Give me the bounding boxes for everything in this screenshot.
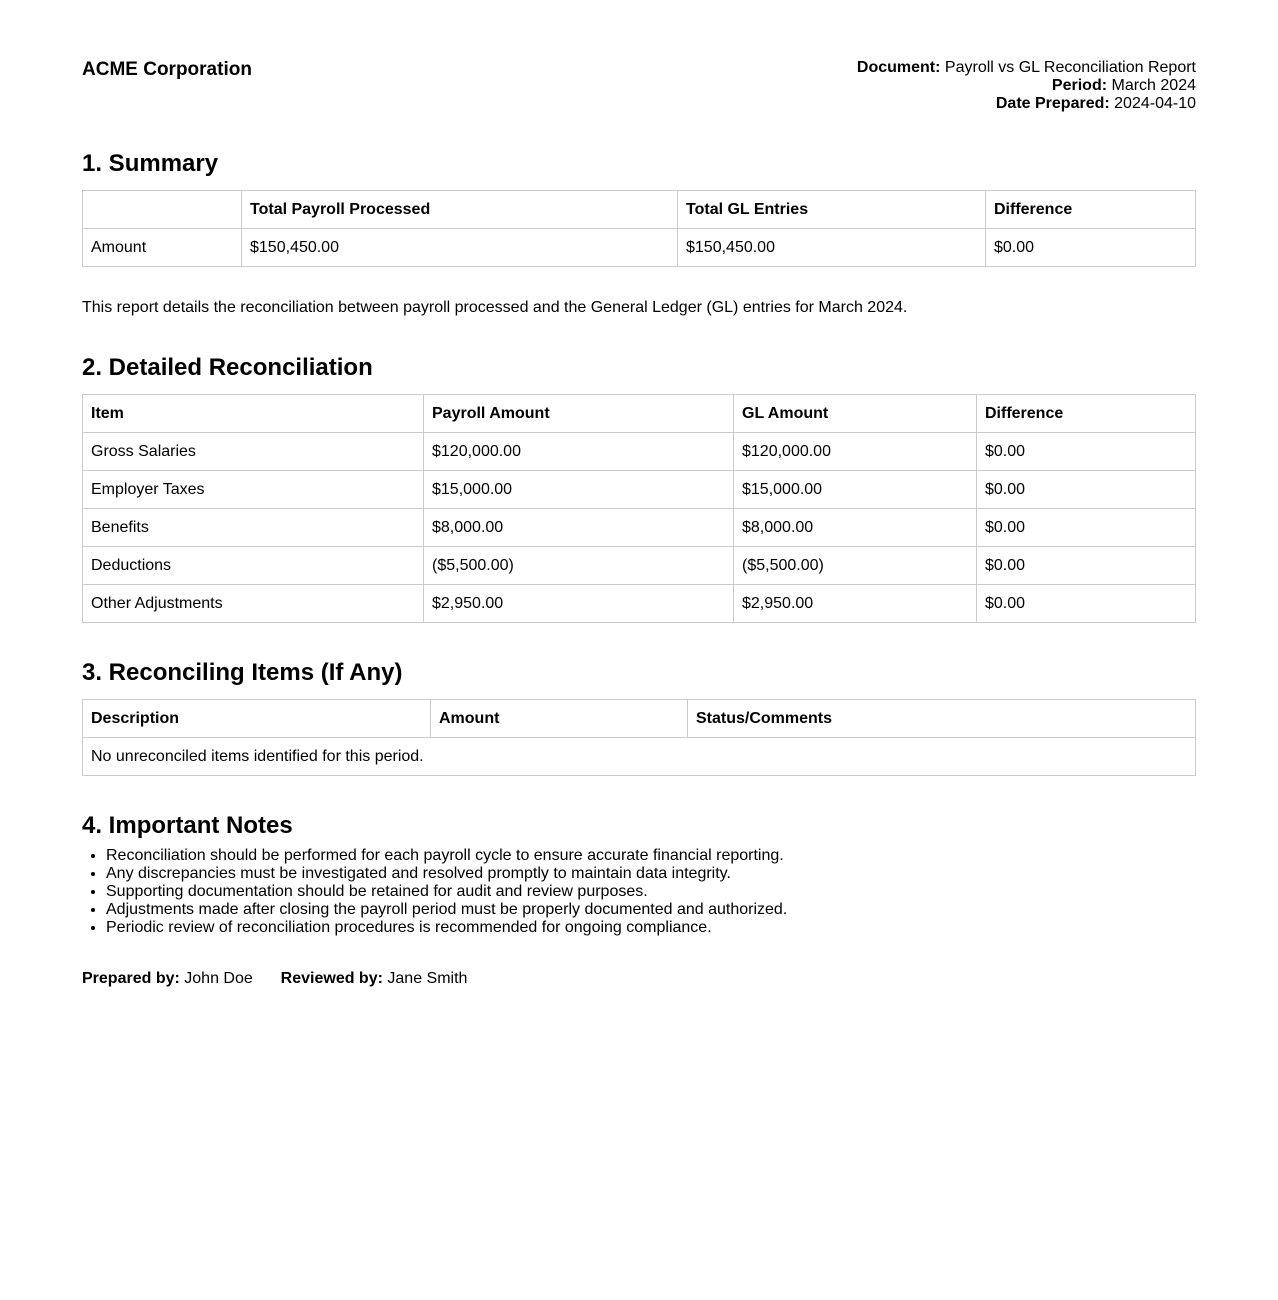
document-meta	[857, 59, 1196, 113]
reconciling-empty-message: No unreconciled items identified for this period.	[83, 738, 1196, 776]
detailed-table	[82, 394, 1196, 623]
meta-date-value: 2024-04-10	[1114, 95, 1196, 112]
company-name: ACME Corporation	[82, 59, 252, 80]
detailed-header-payroll: Payroll Amount	[424, 395, 734, 433]
summary-header-blank	[83, 191, 242, 229]
table-row	[83, 738, 1196, 776]
summary-header-row	[83, 191, 1196, 229]
detailed-cell-payroll: $15,000.00	[424, 471, 734, 509]
detailed-cell-difference: $0.00	[977, 471, 1196, 509]
detailed-cell-payroll: $120,000.00	[424, 433, 734, 471]
table-row	[83, 433, 1196, 471]
summary-table	[82, 190, 1196, 267]
meta-date-label: Date Prepared:	[995, 95, 1110, 112]
summary-cell-payroll: $150,450.00	[242, 229, 678, 267]
summary-cell-label: Amount	[83, 229, 242, 267]
summary-intro: This report details the reconciliation between payroll processed and the General Ledger (GL) entries for March 2024.	[82, 299, 908, 316]
meta-document	[857, 59, 1196, 77]
table-row	[83, 547, 1196, 585]
summary-header-payroll: Total Payroll Processed	[242, 191, 678, 229]
table-row	[83, 471, 1196, 509]
meta-period-value: March 2024	[1111, 77, 1196, 94]
detailed-cell-item: Other Adjustments	[83, 585, 424, 623]
prepared-by-label: Prepared by:	[82, 970, 180, 987]
list-item: • Any discrepancies must be investigated and resolved promptly to maintain data integrity.	[106, 865, 1196, 883]
detailed-cell-item: Gross Salaries	[83, 433, 424, 471]
detailed-cell-payroll: ($5,500.00)	[424, 547, 734, 585]
reconciling-title: 3. Reconciling Items (If Any)	[82, 659, 403, 686]
summary-cell-gl: $150,450.00	[678, 229, 986, 267]
detailed-header-difference: Difference	[977, 395, 1196, 433]
table-row	[83, 585, 1196, 623]
prepared-by-value: John Doe	[184, 970, 253, 987]
detailed-cell-difference: $0.00	[977, 433, 1196, 471]
reconciling-header-status: Status/Comments	[688, 700, 1196, 738]
detailed-cell-gl: $15,000.00	[734, 471, 977, 509]
detailed-cell-gl: $120,000.00	[734, 433, 977, 471]
list-item: • Adjustments made after closing the payroll period must be properly documented and authorized.	[106, 901, 1196, 919]
signoff	[82, 969, 1196, 989]
detailed-cell-gl: $2,950.00	[734, 585, 977, 623]
summary-row	[83, 229, 1196, 267]
detailed-cell-gl: ($5,500.00)	[734, 547, 977, 585]
meta-period-label: Period:	[1051, 77, 1108, 94]
detailed-cell-gl: $8,000.00	[734, 509, 977, 547]
detailed-cell-item: Deductions	[83, 547, 424, 585]
detailed-header-row	[83, 395, 1196, 433]
detailed-title: 2. Detailed Reconciliation	[82, 354, 373, 381]
summary-header-gl: Total GL Entries	[678, 191, 986, 229]
detailed-cell-item: Employer Taxes	[83, 471, 424, 509]
summary-header-difference: Difference	[986, 191, 1196, 229]
notes-list	[82, 847, 1196, 937]
meta-date	[857, 95, 1196, 113]
list-item: • Reconciliation should be performed for each payroll cycle to ensure accurate financial reporting.	[106, 847, 1196, 865]
report-page	[82, 0, 1196, 989]
detailed-cell-payroll: $8,000.00	[424, 509, 734, 547]
summary-cell-difference: $0.00	[986, 229, 1196, 267]
table-row	[83, 509, 1196, 547]
list-item: • Periodic review of reconciliation procedures is recommended for ongoing compliance.	[106, 919, 1196, 937]
reviewed-by-label: Reviewed by:	[280, 970, 383, 987]
reconciling-header-row	[83, 700, 1196, 738]
detailed-cell-difference: $0.00	[977, 547, 1196, 585]
notes-title: 4. Important Notes	[82, 812, 293, 839]
summary-title: 1. Summary	[82, 150, 219, 177]
reconciling-header-amount: Amount	[431, 700, 688, 738]
detailed-cell-payroll: $2,950.00	[424, 585, 734, 623]
detailed-cell-difference: $0.00	[977, 509, 1196, 547]
detailed-header-gl: GL Amount	[734, 395, 977, 433]
detailed-cell-difference: $0.00	[977, 585, 1196, 623]
reviewed-by-value: Jane Smith	[387, 970, 468, 987]
meta-period	[857, 77, 1196, 95]
meta-document-value: Payroll vs GL Reconciliation Report	[944, 59, 1196, 76]
reconciling-table	[82, 699, 1196, 776]
detailed-cell-item: Benefits	[83, 509, 424, 547]
reconciling-header-description: Description	[83, 700, 431, 738]
list-item: • Supporting documentation should be retained for audit and review purposes.	[106, 883, 1196, 901]
meta-document-label: Document:	[856, 59, 941, 76]
detailed-header-item: Item	[83, 395, 424, 433]
report-header	[82, 59, 1196, 119]
